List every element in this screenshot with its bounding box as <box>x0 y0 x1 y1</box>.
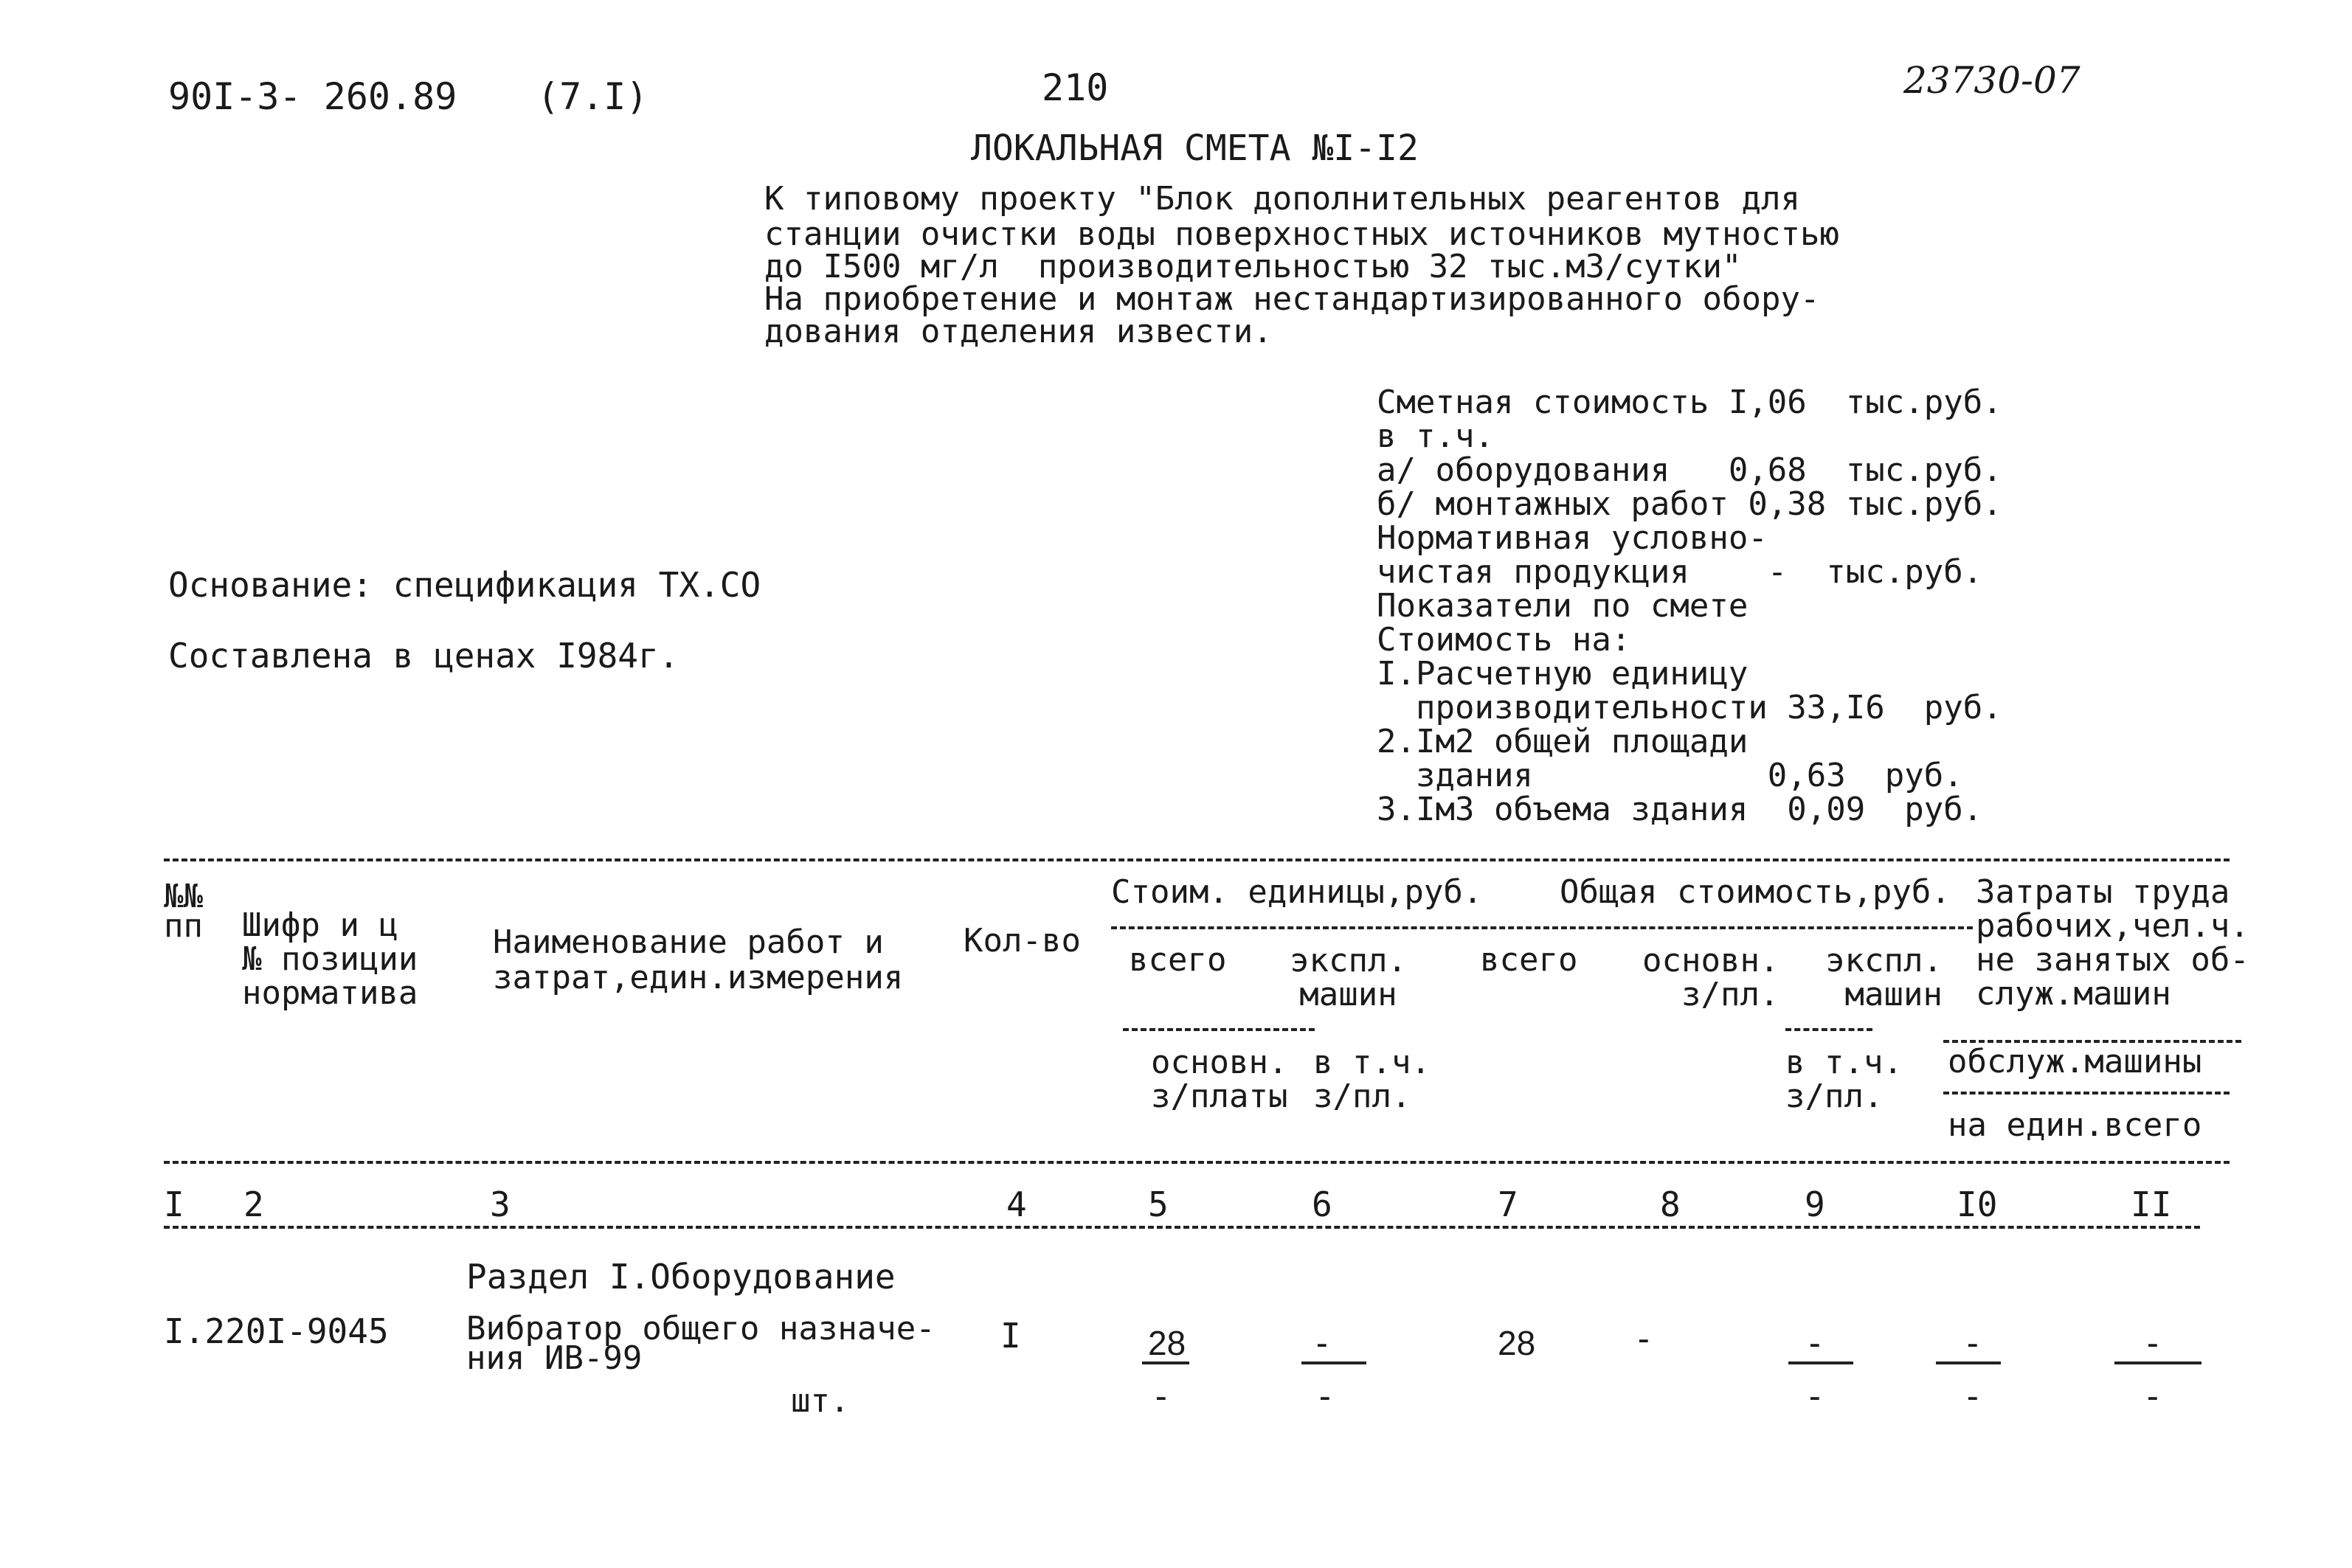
unit-cost-header: Стоим. единицы,руб. <box>1111 873 1483 911</box>
summary-line: Сметная стоимость I,06 тыс.руб. <box>1377 384 2002 421</box>
unit-total-header: всего <box>1129 941 1227 979</box>
total-incl-header: в т.ч. з/пл. <box>1785 1044 1903 1115</box>
col-name-header: Наименование работ и затрат,един.измерения <box>493 923 904 996</box>
col-code-header: Шифр и ц № позиции норматива <box>242 906 418 1012</box>
row-unit-base: - <box>1151 1376 1172 1416</box>
basis-prices: Составлена в ценах I984г. <box>168 636 679 676</box>
service-machines-header: обслуж.машины <box>1948 1043 2202 1080</box>
unit-machines-header: экспл. машин <box>1290 942 1407 1013</box>
row-incl: - <box>1805 1376 1825 1416</box>
column-number: 4 <box>1006 1184 1027 1224</box>
total-total-header: всего <box>1480 941 1578 979</box>
column-number: 5 <box>1148 1184 1169 1224</box>
summary-line: 3.Iм3 объема здания 0,09 руб. <box>1377 791 1983 828</box>
column-number: I0 <box>1957 1184 1998 1224</box>
row-unit-total: 28 <box>1148 1324 1186 1362</box>
basis-foundation: Основание: спецификация ТХ.СО <box>168 565 761 605</box>
handwritten-number: 23730-07 <box>1903 59 2081 102</box>
summary-line: в т.ч. <box>1377 417 1494 455</box>
total-subrule <box>1785 1028 1872 1031</box>
row-code: I.220I-9045 <box>164 1311 389 1351</box>
summary-line: здания 0,63 руб. <box>1377 757 1963 794</box>
description-line: станции очистки воды поверхностных источников мутностью <box>764 215 1839 253</box>
labor-header: Затраты труда <box>1976 873 2230 911</box>
summary-line: I.Расчетную единицу <box>1377 655 1749 693</box>
summary-line: производительности 33,I6 руб. <box>1377 689 2002 726</box>
row-labor-unit: - <box>1962 1323 1983 1363</box>
labor-header-4: служ.машин <box>1976 975 2171 1013</box>
table-top-rule <box>164 858 2230 861</box>
section-title: Раздел I.Оборудование <box>466 1257 896 1297</box>
description-line: К типовому проекту "Блок дополнительных реагентов для <box>764 180 1800 218</box>
row-qty: I <box>1000 1316 1021 1356</box>
header-subrule <box>1111 926 1973 929</box>
unit-incl-header: в т.ч. з/пл. <box>1313 1044 1431 1115</box>
column-number: 3 <box>490 1184 511 1224</box>
service-subrule <box>1943 1092 2230 1095</box>
row-name: Вибратор общего назначе- ния ИВ-99 <box>466 1310 935 1377</box>
section-code: (7.I) <box>537 75 648 118</box>
column-number: 9 <box>1805 1184 1825 1224</box>
row-base: - <box>1633 1319 1654 1359</box>
column-number: I <box>164 1184 184 1224</box>
col-number-header: №№ пп <box>164 878 203 945</box>
summary-line: а/ оборудования 0,68 тыс.руб. <box>1377 451 2002 489</box>
row-labor-total-sub: - <box>2142 1376 2163 1416</box>
total-base-header: основн. з/пл. <box>1642 942 1779 1013</box>
labor-header-2: рабочих,чел.ч. <box>1976 907 2249 945</box>
page-number: 210 <box>1042 66 1109 109</box>
labor-header-3: не занятых об- <box>1976 941 2249 979</box>
description-line: до I500 мг/л производительностью 32 тыс.м3/сутки" <box>764 248 1742 285</box>
row-labor-total: - <box>2142 1323 2163 1363</box>
row-labor-total-rule <box>2114 1361 2201 1364</box>
row-machines-rule <box>1788 1361 1853 1364</box>
description-line: дования отделения извести. <box>764 313 1273 350</box>
unit-base-header: основн. з/платы <box>1151 1044 1288 1115</box>
row-unit: шт. <box>791 1382 850 1420</box>
row-machines: - <box>1805 1323 1825 1363</box>
summary-line: Показатели по смете <box>1377 587 1749 625</box>
row-unit-total-rule <box>1142 1361 1189 1364</box>
column-number: 6 <box>1312 1184 1332 1224</box>
column-number: 2 <box>243 1184 264 1224</box>
column-number: 8 <box>1660 1184 1681 1224</box>
column-number: II <box>2131 1184 2172 1224</box>
column-number-rule <box>164 1226 2200 1229</box>
header-bottom-rule <box>164 1161 2230 1164</box>
total-machines-header: экспл. машин <box>1825 942 1943 1013</box>
service-unit-total-header: на един.всего <box>1948 1106 2202 1144</box>
row-total: 28 <box>1498 1324 1536 1362</box>
unit-subrule <box>1123 1028 1315 1031</box>
estimate-title: ЛОКАЛЬНАЯ СМЕТА №I-I2 <box>971 128 1419 169</box>
document-code: 90I-3- 260.89 <box>168 75 457 118</box>
column-number: 7 <box>1498 1184 1518 1224</box>
row-unit-machines: - <box>1312 1323 1332 1363</box>
summary-line: чистая продукция - тыс.руб. <box>1377 553 1983 591</box>
description-line: На приобретение и монтаж нестандартизированного обору- <box>764 280 1820 318</box>
summary-line: Стоимость на: <box>1377 621 1631 659</box>
row-unit-incl: - <box>1315 1376 1335 1416</box>
summary-line: 2.Iм2 общей площади <box>1377 723 1749 760</box>
summary-line: Нормативная условно- <box>1377 519 1768 557</box>
summary-line: б/ монтажных работ 0,38 тыс.руб. <box>1377 485 2002 523</box>
col-qty-header: Кол-во <box>964 922 1081 960</box>
row-unit-machines-rule <box>1301 1361 1366 1364</box>
total-cost-header: Общая стоимость,руб. <box>1560 873 1951 911</box>
row-labor-unit-rule <box>1936 1361 2001 1364</box>
row-labor-unit-sub: - <box>1962 1376 1983 1416</box>
